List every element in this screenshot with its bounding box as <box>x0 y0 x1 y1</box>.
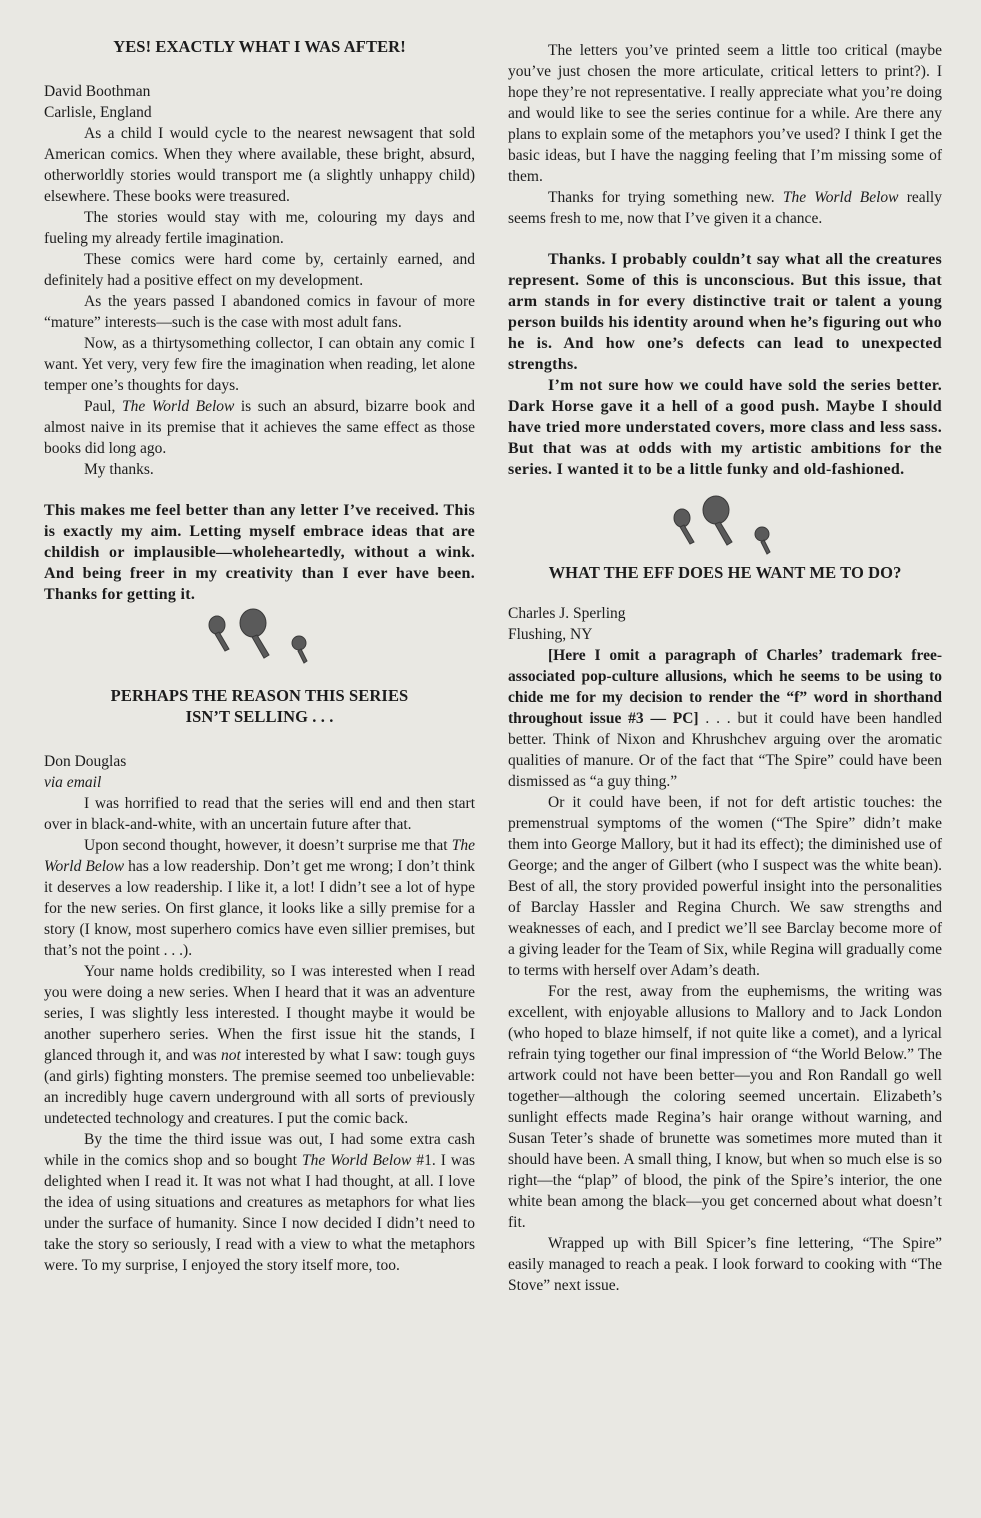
letter1-signoff: My thanks. <box>84 461 154 478</box>
letter3-author: Charles J. Sperling <box>508 605 626 622</box>
text-run: Paul, <box>84 398 122 415</box>
text-run: interested by what I saw: tough guys (and girls) fighting monsters. The premise seemed too unbelievable: an incredibly huge cavern underground with all sorts of previously undetected technology and creatures. I put the comic back. <box>44 1047 475 1127</box>
book-title: The World Below <box>301 1152 412 1169</box>
letter1-para: Now, as a thirtysomething collector, I can obtain any comic I want. Yet very, very few fire the imagination when reading, let alone temper one’s thoughts for days. <box>44 335 475 394</box>
letter3-location: Flushing, NY <box>508 626 593 643</box>
emphasis: not <box>220 1047 241 1064</box>
letter2-author: Don Douglas <box>44 753 127 770</box>
letter1-author: David Boothman <box>44 83 151 100</box>
letter1-para: The stories would stay with me, colouring my days and fueling my already fertile imagination. <box>44 209 475 247</box>
letter2-cont-para: The letters you’ve printed seem a little too critical (maybe you’ve just chosen the more articulate, critical letters to print?). I hope they’re not representative. I really appreciate what you’re doing and would like to see the series continue for a while. Are there any plans to explain some of the metaphors you’ve used? I think I get the basic ideas, but I have the nagging feeling that I’m missing some of them. <box>508 42 942 185</box>
letter2-para <box>44 1129 475 1276</box>
letter2-heading-line2: ISN’T SELLING . . . <box>185 707 334 726</box>
text-run: Thanks for trying something new. <box>548 189 783 206</box>
letter2-para <box>44 835 475 961</box>
letter3-para: Wrapped up with Bill Spicer’s fine lettering, “The Spire” easily managed to reach a peak. I look forward to cooking with “The Stove” next issue. <box>508 1235 942 1294</box>
letter2-cont-para <box>508 187 942 229</box>
letter2-para: I was horrified to read that the series will end and then start over in black-and-white, with an uncertain future after that. <box>44 795 475 833</box>
right-column <box>508 40 942 1296</box>
letter1-heading: YES! EXACTLY WHAT I WAS AFTER! <box>113 37 406 56</box>
text-run: has a low readership. Don’t get me wrong; I don’t think it deserves a low readership. I like it, a lot! I didn’t see a lot of hype for the new series. On first glance, it looks like a silly premise for a story (I know, most superhero comics have even sillier premises, but that’s not the point . . .). <box>44 858 475 959</box>
text-run: #1. I was delighted when I read it. It was not what I had thought, at all. I love the idea of using situations and creatures as metaphors for what lies under the surface of humanity. Since I now decided I didn’t need to take the story so seriously, I read with a view to what the metaphors were. To my surprise, I enjoyed the story itself more, too. <box>44 1152 475 1274</box>
book-title: The World Below <box>782 189 899 206</box>
text-run: Your name holds credibility, so I was interested when I read you were doing a new series. When I heard that it was an adventure series, I was slightly less interested. I thought maybe it would be another superhero series. When the first issue hit the stands, I glanced through it, and was <box>44 963 475 1064</box>
book-title: The World Below <box>121 398 235 415</box>
text-run: By the time the third issue was out, I had some extra cash while in the comics shop and so bought <box>44 1131 475 1169</box>
letter1-para <box>44 396 475 459</box>
editor-reply: I’m not sure how we could have sold the series better. Dark Horse gave it a hell of a good push. Maybe I should have tried more understated covers, more class and less sass. But that was at odds with my artistic ambitions for the series. I wanted it to be a little funky and old-fashioned. <box>508 377 942 478</box>
three-bean-creatures-icon <box>195 605 325 673</box>
editor-note: [Here I omit a paragraph of Charles’ trademark free-associated pop-culture allusions, which he seems to be using to chide me for my decision to render the “f” word in shorthand throughout issue #3 — PC] <box>508 647 942 727</box>
text-run: is such an absurd, bizarre book and almost naive in its premise that it achieves the same effect as those books did long ago. <box>44 398 475 457</box>
letter1-location: Carlisle, England <box>44 104 152 121</box>
letter2-para <box>44 961 475 1129</box>
letter1-para: As the years passed I abandoned comics in favour of more “mature” interests—such is the case with most adult fans. <box>44 293 475 331</box>
letter2-via: via email <box>44 774 102 791</box>
book-title: The World Below <box>44 837 475 875</box>
letter1-para: As a child I would cycle to the nearest newsagent that sold American comics. When they where available, these bright, absurd, otherworldly stories would transport me (a slightly unhappy child) elsewhere. These books were treasured. <box>44 125 475 205</box>
letter3-para: For the rest, away from the euphemisms, the writing was excellent, with enjoyable allusions to Mallory and to Jack London (who hoped to blaze himself, if not quite like a comet), and a lyrical refrain tying together our final impression of “the World Below.” The artwork could not have been better—you and Ron Randall go well together—although the coloring seemed uncertain. Elizabeth’s sunlight effects made Regina’s hair orange without warning, and Susan Teter’s shade of brunette was sometimes more muted than it should have been. A small thing, I know, but when so much else is so right—the “plap” of blood, the pink of the Spire’s interior, the one white bean among the black—you get concerned about what doesn’t fit. <box>508 983 942 1231</box>
text-run: really seems fresh to me, now that I’ve given it a chance. <box>508 189 942 227</box>
letter3-para <box>508 645 942 792</box>
letter3-heading: WHAT THE EFF DOES HE WANT ME TO DO? <box>548 563 902 582</box>
editor-reply: Thanks. I probably couldn’t say what all the creatures represent. Some of this is unconscious. But this issue, that arm stands in for every distinctive trait or talent a young person builds his identity around when he’s figuring out who he is. And how one’s defects can lead to unexpected strengths. <box>508 251 942 373</box>
text-run: Upon second thought, however, it doesn’t surprise me that <box>84 837 452 854</box>
letter1-para: These comics were hard come by, certainly earned, and definitely had a positive effect on my development. <box>44 251 475 289</box>
letter2-heading-line1: PERHAPS THE REASON THIS SERIES <box>110 686 409 705</box>
letter3-para: Or it could have been, if not for deft artistic touches: the premenstrual symptoms of the women (“The Spire” didn’t make them into George Mallory, but it had its effect); the diminished use of George; and the anger of Gilbert (who I suspect was the white bean). Best of all, the story provided powerful insight into the personalities of Barclay Hassler and Regina Church. We saw strengths and weaknesses of each, and I predict we’ll see Barclay become more of a giving leader for the Team of Six, while Regina will gradually come to terms with herself over Adam’s death. <box>508 794 942 979</box>
left-column <box>44 36 475 1276</box>
three-bean-creatures-icon <box>660 494 790 562</box>
editor-reply: This makes me feel better than any letter I’ve received. This is exactly my aim. Letting myself embrace ideas that are childish or implausible—wholeheartedly, without a wink. And being freer in my creativity than I ever have been. Thanks for getting it. <box>44 502 475 603</box>
text-run: . . . but it could have been handled better. Think of Nixon and Khrushchev arguing over the aromatic qualities of manure. Or of the fact that “The Spire” could have been dismissed as “a guy thing.” <box>508 710 942 790</box>
